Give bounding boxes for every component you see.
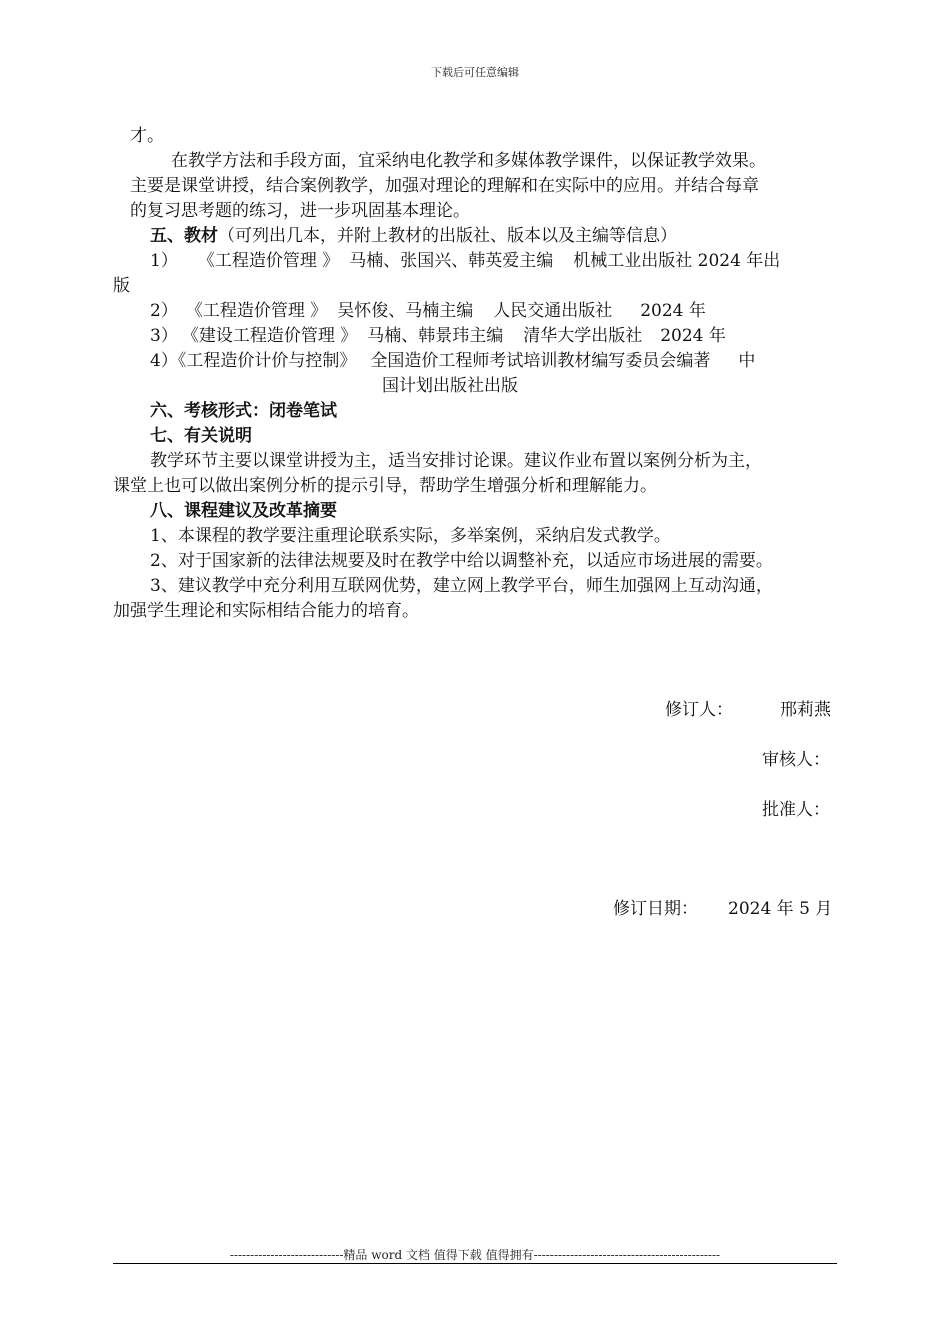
book-4-title: 《工程造价计价与控制》 bbox=[177, 351, 357, 371]
book-4-cont: 国计划出版社出版 bbox=[382, 376, 518, 396]
book-4-authors: 全国造价工程师考试培训教材编写委员会编著 bbox=[370, 351, 711, 371]
book-1-num: 1） bbox=[150, 251, 178, 271]
section8-line-4: 加强学生理论和实际相结合能力的培育。 bbox=[113, 601, 419, 621]
book-2-authors: 吴怀俊、马楠主编 bbox=[337, 301, 474, 321]
book-2-publisher: 人民交通出版社 bbox=[493, 301, 613, 321]
book-3-num: 3） bbox=[150, 326, 178, 346]
reviser-name: 邢莉燕 bbox=[780, 700, 831, 720]
section8-title: 八、课程建议及改革摘要 bbox=[150, 501, 337, 521]
page-header-note: 下载后可任意编辑 bbox=[431, 66, 519, 79]
book-2-title: 《工程造价管理 》 bbox=[185, 301, 328, 321]
body-line-4: 的复习思考题的练习，进一步巩固基本理论。 bbox=[130, 201, 470, 221]
book-1-publisher: 机械工业出版社 2024 年出 bbox=[573, 251, 781, 271]
section7-line-1: 教学环节主要以课堂讲授为主，适当安排讨论课。建议作业布置以案例分析为主， bbox=[150, 451, 762, 471]
page-footer: ----------------------------精品 word 文档 值得下载 值得拥有---------------------------------------------- bbox=[229, 1248, 721, 1262]
footer-rule bbox=[113, 1263, 837, 1264]
section8-line-1: 1、本课程的教学要注重理论联系实际，多举案例，采纳启发式教学。 bbox=[150, 526, 671, 546]
book-1-cont: 版 bbox=[113, 276, 130, 296]
book-4-publisher-start: 中 bbox=[738, 351, 756, 371]
book-2 bbox=[150, 300, 706, 322]
section5-heading bbox=[150, 225, 677, 247]
book-1-authors: 马楠、张国兴、韩英爱主编 bbox=[349, 251, 554, 271]
section6-title: 六、考核形式：闭卷笔试 bbox=[150, 401, 337, 421]
section8-line-2: 2、对于国家新的法律法规要及时在教学中给以调整补充，以适应市场进展的需要。 bbox=[150, 551, 773, 571]
section5-title: 五、教材 bbox=[150, 226, 218, 246]
reviser-label: 修订人： bbox=[665, 700, 733, 720]
section7-title: 七、有关说明 bbox=[150, 426, 252, 446]
body-line-3: 主要是课堂讲授，结合案例教学，加强对理论的理解和在实际中的应用。并结合每章 bbox=[130, 176, 759, 196]
book-3 bbox=[150, 325, 726, 347]
reviewer-label: 审核人： bbox=[762, 750, 830, 770]
book-3-authors: 马楠、韩景玮主编 bbox=[367, 326, 504, 346]
book-3-title: 《建设工程造价管理 》 bbox=[181, 326, 358, 346]
book-4 bbox=[150, 350, 755, 372]
book-2-num: 2） bbox=[150, 301, 178, 321]
body-line-2: 在教学方法和手段方面，宜采纳电化教学和多媒体教学课件，以保证教学效果。 bbox=[171, 151, 766, 171]
book-3-publisher: 清华大学出版社 bbox=[523, 326, 643, 346]
book-3-year: 2024 年 bbox=[660, 326, 726, 346]
revision-date-value: 2024 年 5 月 bbox=[728, 899, 833, 919]
body-line-1: 才。 bbox=[130, 126, 164, 146]
section8-line-3: 3、建议教学中充分利用互联网优势，建立网上教学平台，师生加强网上互动沟通， bbox=[150, 576, 773, 596]
book-4-num: 4） bbox=[150, 351, 178, 371]
section5-note: （可列出几本，并附上教材的出版社、版本以及主编等信息） bbox=[218, 226, 677, 246]
book-1 bbox=[150, 250, 780, 272]
book-1-title: 《工程造价管理 》 bbox=[197, 251, 340, 271]
revision-date-label: 修订日期： bbox=[613, 899, 698, 919]
book-2-year: 2024 年 bbox=[640, 301, 706, 321]
section7-line-2: 课堂上也可以做出案例分析的提示引导，帮助学生增强分析和理解能力。 bbox=[113, 476, 657, 496]
approver-label: 批准人： bbox=[762, 800, 830, 820]
